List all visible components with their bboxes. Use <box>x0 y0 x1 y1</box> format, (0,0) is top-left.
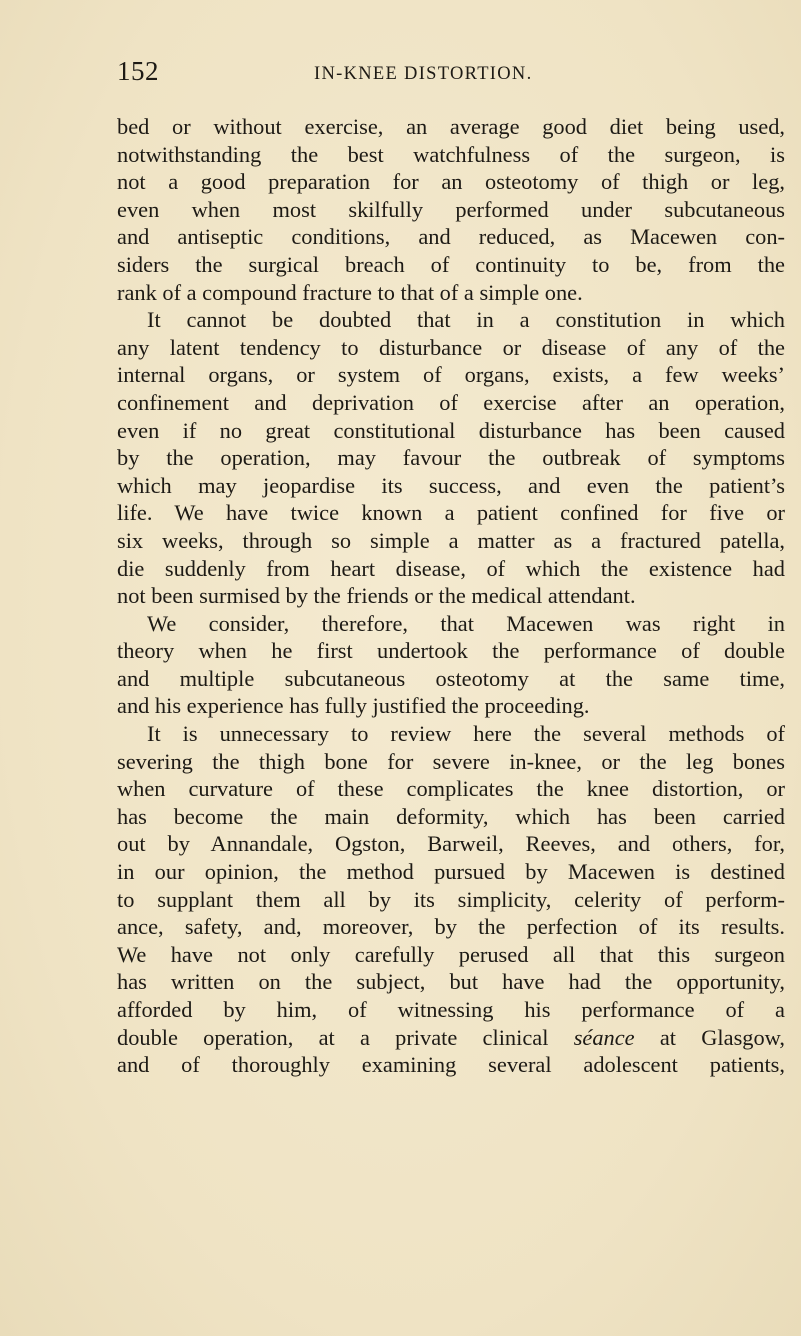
text-line: not been surmised by the friends or the medical attendant. <box>117 583 636 609</box>
page-number: 152 <box>117 56 159 86</box>
text-line: has become the main deformity, which has been carried <box>117 803 785 829</box>
text-line: not a good preparation for an osteotomy of thigh or leg, <box>117 169 785 195</box>
text-line: It is unnecessary to review here the several methods of <box>147 721 785 747</box>
text-line: bed or without exercise, an average good diet being used, <box>117 114 785 139</box>
text-line: severing the thigh bone for severe in-knee, or the leg bones <box>117 748 785 774</box>
text-line: We consider, therefore, that Macewen was right in <box>147 610 785 636</box>
text-line: die suddenly from heart disease, of which the existence had <box>117 555 785 581</box>
text-line: theory when he first undertook the performance of double <box>117 638 785 664</box>
text-line: in our opinion, the method pursued by Macewen is destined <box>117 859 785 885</box>
text-line: life. We have twice known a patient confined for five or <box>117 500 785 526</box>
text-line: ance, safety, and, moreover, by the perfection of its results. <box>117 914 785 940</box>
text-line: notwithstanding the best watchfulness of the surgeon, is <box>117 141 785 167</box>
text-line: by the operation, may favour the outbreak of symptoms <box>117 445 785 471</box>
text-line: six weeks, through so simple a matter as a fractured patella, <box>117 527 785 553</box>
text-line: double operation, at a private clinical séance at Glasgow, <box>117 1024 785 1050</box>
text-line: rank of a compound fracture to that of a simple one. <box>117 279 583 305</box>
text-line: when curvature of these complicates the knee distortion, or <box>117 776 785 802</box>
text-line: siders the surgical breach of continuity to be, from the <box>117 251 785 277</box>
text-line: and his experience has fully justified the proceeding. <box>117 693 590 719</box>
text-line: internal organs, or system of organs, exists, a few weeks’ <box>117 362 785 388</box>
text-line: We have not only carefully perused all that this surgeon <box>117 941 785 967</box>
text-line: to supplant them all by its simplicity, celerity of perform- <box>117 886 785 912</box>
body-text <box>117 113 785 1079</box>
text-line: and of thoroughly examining several adolescent patients, <box>117 1052 785 1078</box>
page-header <box>117 56 785 92</box>
text-line: even if no great constitutional disturbance has been caused <box>117 417 785 443</box>
text-line: afforded by him, of witnessing his performance of a <box>117 997 785 1022</box>
text-line: It cannot be doubted that in a constitution in which <box>147 307 785 333</box>
text-line: and multiple subcutaneous osteotomy at the same time, <box>117 665 785 691</box>
text-line: confinement and deprivation of exercise after an operation, <box>117 389 785 415</box>
text-line: has written on the subject, but have had the opportunity, <box>117 969 785 995</box>
text-line: even when most skilfully performed under subcutaneous <box>117 196 785 222</box>
text-line: which may jeopardise its success, and even the patient’s <box>117 472 785 498</box>
text-line: and antiseptic conditions, and reduced, as Macewen con- <box>117 224 785 250</box>
text-line: out by Annandale, Ogston, Barweil, Reeves, and others, for, <box>117 831 785 857</box>
italic-word: séance <box>573 1024 635 1050</box>
running-head: IN-KNEE DISTORTION. <box>314 64 533 84</box>
text-line: any latent tendency to disturbance or disease of any of the <box>117 334 785 360</box>
